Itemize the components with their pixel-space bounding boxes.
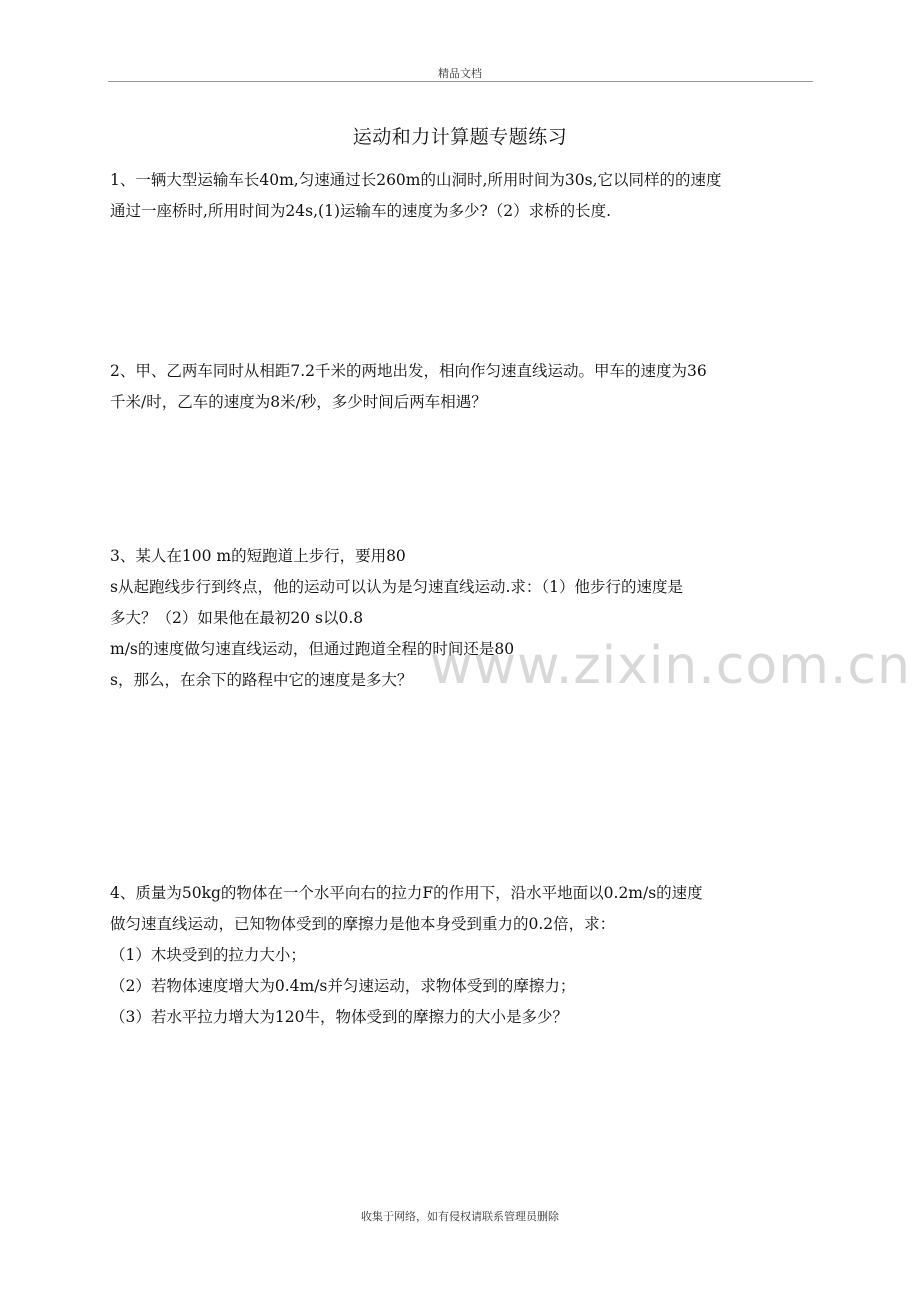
page-title: 运动和力计算题专题练习	[352, 126, 568, 148]
question-line: s，那么，在余下的路程中它的速度是多大？	[110, 671, 413, 689]
question-line: 多大？（2）如果他在最初20 s以0.8	[110, 609, 364, 627]
question-3	[110, 541, 810, 696]
watermark: www.zixin.com.cn	[430, 636, 911, 696]
question-line: 1、一辆大型运输车长40m,匀速通过长260m的山洞时,所用时间为30s,它以同样的的速度	[110, 171, 722, 189]
question-line: 通过一座桥时,所用时间为24s,(1)运输车的速度为多少?（2）求桥的长度.	[110, 202, 612, 220]
question-line: （3）若水平拉力增大为120牛，物体受到的摩擦力的大小是多少？	[110, 1008, 568, 1026]
footer-label: 收集于网络，如有侵权请联系管理员删除	[361, 1210, 559, 1223]
question-4	[110, 878, 810, 1033]
header-divider	[108, 81, 813, 82]
question-line: 做匀速直线运动，已知物体受到的摩擦力是他本身受到重力的0.2倍，求：	[110, 915, 616, 933]
question-line: s从起跑线步行到终点，他的运动可以认为是匀速直线运动.求：（1）他步行的速度是	[110, 578, 683, 596]
question-line: （2）若物体速度增大为0.4m/s并匀速运动，求物体受到的摩擦力；	[110, 977, 576, 995]
question-line: 3、某人在100 m的短跑道上步行，要用80	[110, 547, 406, 565]
question-line: 2、甲、乙两车同时从相距7.2千米的两地出发，相向作匀速直线运动。甲车的速度为36	[110, 362, 707, 380]
question-line: 千米/时，乙车的速度为8米/秒，多少时间后两车相遇？	[110, 393, 487, 411]
question-line: 4、质量为50kg的物体在一个水平向右的拉力F的作用下，沿水平地面以0.2m/s的速度	[110, 884, 703, 902]
header-label: 精品文档	[438, 67, 482, 80]
question-line: m/s的速度做匀速直线运动，但通过跑道全程的时间还是80	[110, 640, 515, 658]
question-1	[110, 165, 810, 227]
question-2	[110, 356, 810, 418]
question-line: （1）木块受到的拉力大小；	[110, 946, 306, 964]
